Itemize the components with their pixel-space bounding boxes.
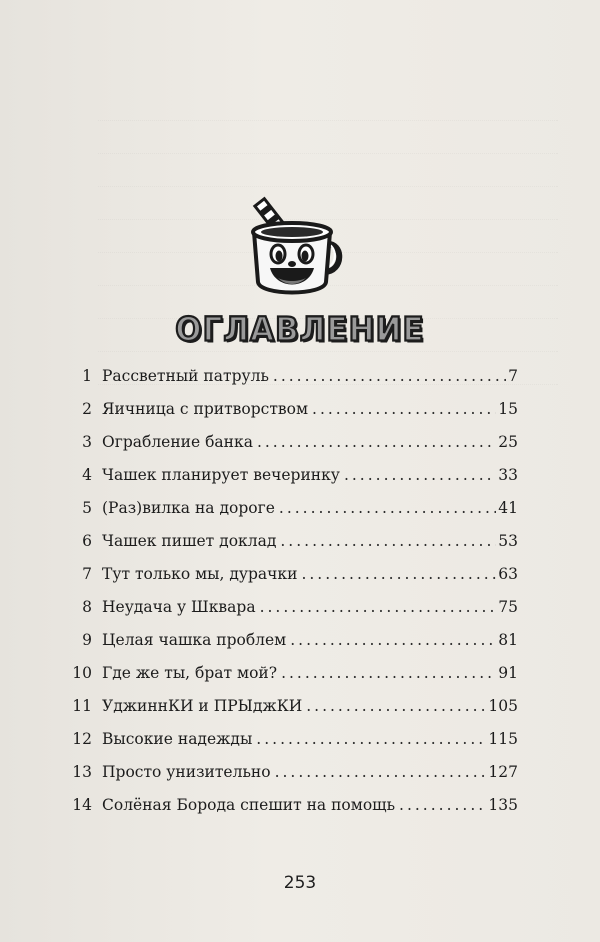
chapter-number: 14 [72,796,92,814]
chapter-number: 3 [82,433,92,451]
chapter-page-number: 53 [498,532,518,550]
dot-leader [290,631,496,649]
dot-leader [257,433,496,451]
dot-leader [344,466,496,484]
toc-entry[interactable] [66,400,518,433]
chapter-number: 11 [72,697,92,715]
toc-entry[interactable] [66,631,518,664]
chapter-page-number: 41 [498,499,518,517]
chapter-title: Где же ты, брат мой? [102,664,278,682]
chapter-title: Чашек планирует вечеринку [102,466,340,484]
chapter-number: 12 [72,730,92,748]
chapter-page-number: 81 [498,631,518,649]
dot-leader [312,400,496,418]
chapter-number: 1 [82,367,92,385]
dot-leader [260,598,497,616]
chapter-page-number: 33 [498,466,518,484]
chapter-page-number: 75 [498,598,518,616]
chapter-page-number: 7 [508,367,518,385]
chapter-page-number: 135 [488,796,518,814]
dot-leader [256,730,486,748]
toc-entry[interactable] [66,598,518,631]
toc-entry[interactable] [66,796,518,829]
table-of-contents [66,367,518,829]
dot-leader [281,664,496,682]
dot-leader [399,796,486,814]
chapter-number: 5 [82,499,92,517]
dot-leader [280,532,496,550]
toc-entry[interactable] [66,532,518,565]
chapter-title: Просто унизительно [102,763,271,781]
dot-leader [301,565,496,583]
toc-entry[interactable] [66,367,518,400]
dot-leader [306,697,486,715]
page-number: 253 [283,873,317,893]
chapter-title: Чашек пишет доклад [102,532,277,550]
chapter-title: Неудача у Шквара [102,598,256,616]
chapter-title: (Раз)вилка на дороге [102,499,275,517]
toc-entry[interactable] [66,763,518,796]
chapter-number: 8 [82,598,92,616]
chapter-title: Тут только мы, дурачки [102,565,298,583]
page-title: ОГЛАВЛЕНИЕ [175,311,425,349]
cuphead-cup-icon [240,192,344,304]
dot-leader [275,763,487,781]
chapter-title: Солёная Борода спешит на помощь [102,796,396,814]
chapter-number: 2 [82,400,92,418]
toc-entry[interactable] [66,433,518,466]
toc-entry[interactable] [66,697,518,730]
chapter-page-number: 25 [498,433,518,451]
chapter-title: Ограбление банка [102,433,253,451]
toc-entry[interactable] [66,466,518,499]
chapter-page-number: 91 [498,664,518,682]
chapter-page-number: 63 [498,565,518,583]
chapter-title: УджиннКИ и ПРЫджКИ [102,697,303,715]
chapter-number: 9 [82,631,92,649]
chapter-number: 4 [82,466,92,484]
chapter-title: Рассветный патруль [102,367,269,385]
chapter-page-number: 105 [488,697,518,715]
chapter-title: Целая чашка проблем [102,631,287,649]
toc-entry[interactable] [66,664,518,697]
chapter-number: 7 [82,565,92,583]
chapter-number: 13 [72,763,92,781]
chapter-page-number: 127 [488,763,518,781]
toc-entry[interactable] [66,565,518,598]
toc-entry[interactable] [66,499,518,532]
chapter-page-number: 115 [488,730,518,748]
dot-leader [273,367,506,385]
chapter-page-number: 15 [498,400,518,418]
toc-entry[interactable] [66,730,518,763]
chapter-title: Яичница с притворством [102,400,309,418]
chapter-number: 6 [82,532,92,550]
dot-leader [279,499,496,517]
chapter-number: 10 [72,664,92,682]
chapter-title: Высокие надежды [102,730,253,748]
